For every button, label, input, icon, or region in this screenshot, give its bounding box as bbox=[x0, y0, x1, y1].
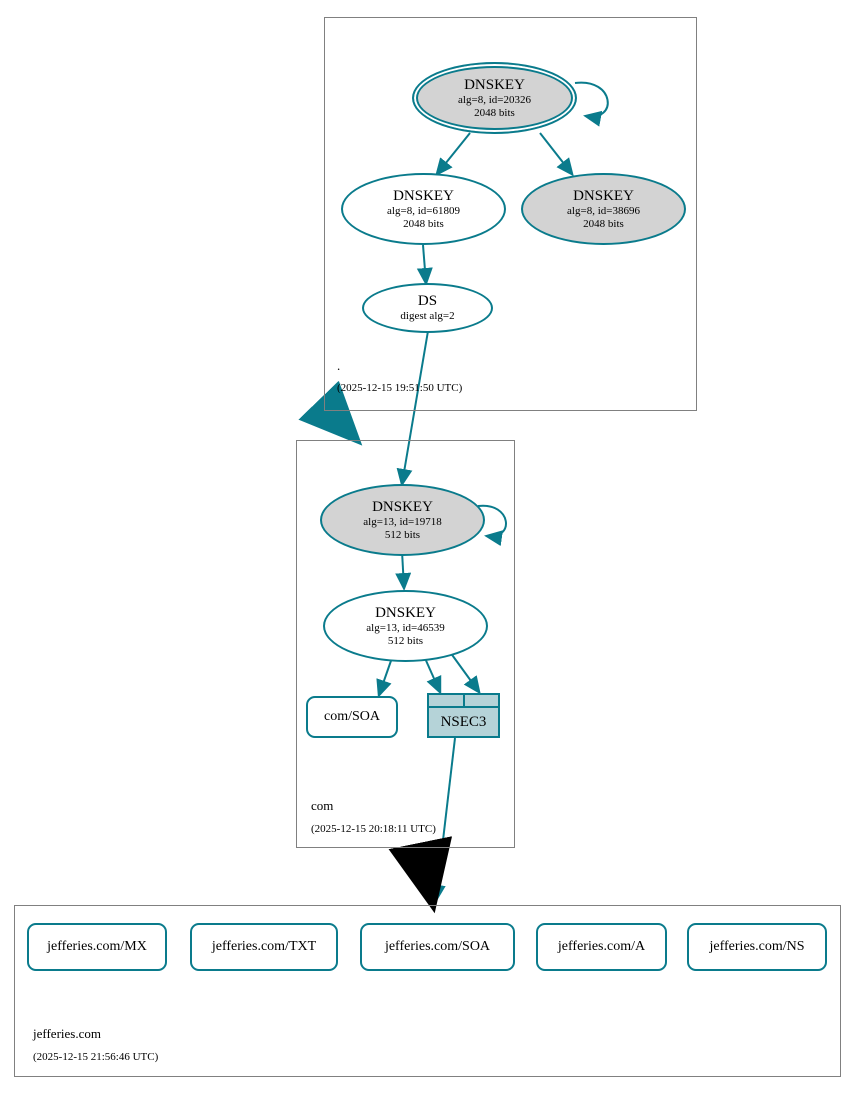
node-detail-alg: alg=13, id=19718 bbox=[363, 515, 442, 528]
node-detail-alg: alg=8, id=38696 bbox=[567, 204, 640, 217]
node-dnskey-com-19718[interactable] bbox=[320, 484, 485, 556]
node-ds-com[interactable] bbox=[362, 283, 493, 333]
node-title: DNSKEY bbox=[573, 187, 634, 204]
node-detail-size: 512 bits bbox=[384, 528, 421, 541]
node-rrset-jefferies-txt[interactable] bbox=[190, 923, 338, 971]
node-rrset-jefferies-ns[interactable] bbox=[687, 923, 827, 971]
node-detail-alg: alg=8, id=61809 bbox=[387, 204, 460, 217]
rrset-label: jefferies.com/MX bbox=[47, 939, 147, 954]
rrset-label: com/SOA bbox=[324, 709, 380, 724]
node-title: DNSKEY bbox=[375, 604, 436, 621]
node-detail-alg: alg=13, id=46539 bbox=[366, 621, 445, 634]
node-title: DS bbox=[417, 293, 438, 309]
node-title: DNSKEY bbox=[372, 498, 433, 515]
node-title: DNSKEY bbox=[464, 76, 525, 93]
node-detail-size: 2048 bits bbox=[583, 217, 624, 230]
node-detail-size: 512 bits bbox=[387, 634, 424, 647]
node-dnskey-root-38696[interactable] bbox=[521, 173, 686, 245]
node-rrset-jefferies-soa[interactable] bbox=[360, 923, 515, 971]
rrset-label: jefferies.com/TXT bbox=[211, 939, 317, 954]
node-dnskey-root-61809[interactable] bbox=[341, 173, 506, 245]
edge-root-zone-to-com-zone bbox=[330, 412, 355, 438]
node-dnskey-root-20326[interactable] bbox=[412, 62, 577, 134]
zone-label-jefferies: jefferies.com bbox=[33, 1026, 101, 1041]
node-nsec3-com[interactable] bbox=[427, 693, 500, 738]
node-detail-digest: digest alg=2 bbox=[400, 310, 455, 322]
node-detail-size: 2048 bits bbox=[403, 217, 444, 230]
node-detail-size: 2048 bits bbox=[474, 106, 515, 119]
edge-com-zone-to-jefferies-zone bbox=[421, 846, 432, 900]
node-rrset-jefferies-a[interactable] bbox=[536, 923, 667, 971]
zone-label-root: . bbox=[337, 358, 341, 373]
node-detail-alg: alg=8, id=20326 bbox=[458, 93, 531, 106]
zone-timestamp-root: (2025-12-15 19:51:50 UTC) bbox=[337, 382, 463, 394]
nsec3-divider bbox=[463, 695, 465, 708]
rrset-label: jefferies.com/SOA bbox=[384, 939, 491, 954]
rrset-label: jefferies.com/A bbox=[557, 939, 646, 954]
node-rrset-com-soa[interactable] bbox=[306, 696, 398, 738]
rrset-label: jefferies.com/NS bbox=[709, 939, 805, 954]
node-title: DNSKEY bbox=[393, 187, 454, 204]
node-dnskey-com-46539[interactable] bbox=[323, 590, 488, 662]
node-rrset-jefferies-mx[interactable] bbox=[27, 923, 167, 971]
zone-timestamp-jefferies: (2025-12-15 21:56:46 UTC) bbox=[33, 1051, 159, 1063]
zone-label-com: com bbox=[311, 798, 334, 813]
nsec3-label: NSEC3 bbox=[440, 713, 487, 730]
zone-timestamp-com: (2025-12-15 20:18:11 UTC) bbox=[311, 823, 436, 835]
